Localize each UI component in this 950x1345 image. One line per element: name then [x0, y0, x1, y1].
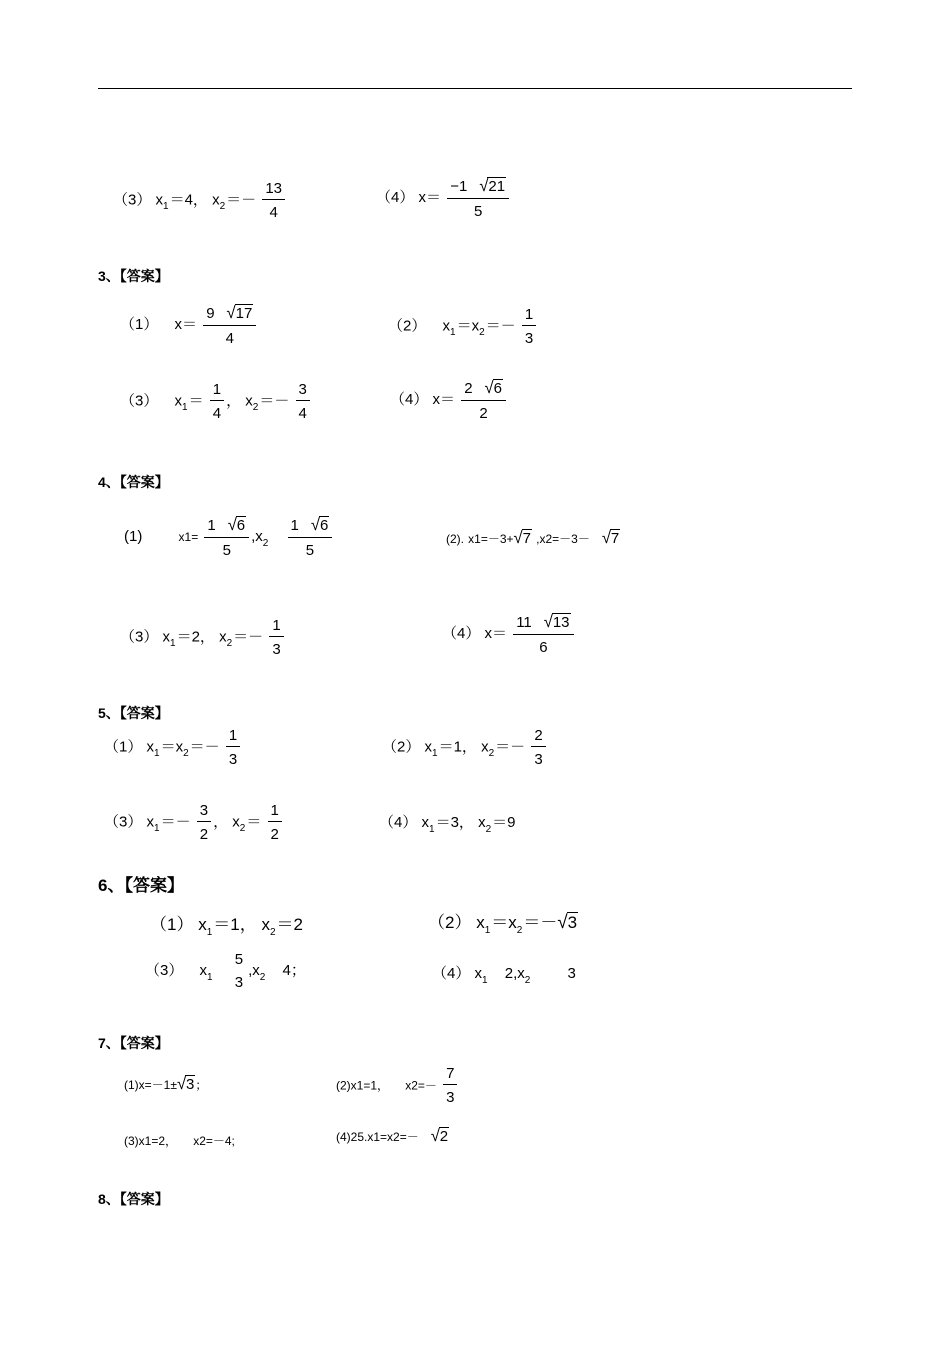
subscript: 2 — [479, 327, 485, 339]
denominator: 6 — [539, 638, 548, 656]
numerator: 7 — [443, 1066, 457, 1085]
value: x1=－3+ — [468, 532, 514, 546]
sec7-item3 — [124, 1133, 235, 1148]
sec3-item1 — [120, 305, 258, 346]
sec6-item4 — [432, 965, 576, 986]
label: （4） — [390, 391, 429, 409]
value: ＝x — [491, 913, 517, 932]
fraction — [268, 803, 282, 842]
numerator: 11 — [516, 614, 532, 631]
sqrt: √6 — [227, 516, 246, 534]
numerator: 1 — [268, 803, 282, 822]
value: ＝2 — [276, 915, 303, 934]
radicand: 2 — [439, 1128, 449, 1145]
denominator: 4 — [212, 405, 222, 422]
label: （3） — [113, 191, 152, 209]
value: 4； — [282, 961, 306, 979]
value: ＝－ — [226, 191, 257, 209]
denominator: 5 — [222, 541, 231, 559]
fraction — [461, 380, 506, 421]
label: （3） — [104, 813, 143, 831]
heading-6: 6、【答案】 — [98, 876, 184, 895]
subscript: 1 — [484, 925, 491, 936]
var: x — [245, 392, 253, 410]
sqrt: √3 — [557, 911, 578, 932]
subscript: 2 — [183, 748, 189, 760]
var: x1= — [178, 530, 199, 545]
sqrt: √6 — [310, 516, 329, 534]
denominator: 5 — [473, 202, 483, 220]
subscript: 2 — [219, 201, 226, 213]
sec4-item3 — [120, 618, 286, 657]
radicand: 7 — [522, 530, 531, 547]
denominator: 3 — [272, 641, 281, 658]
value: ＝－ — [523, 913, 558, 932]
sec6-item3 — [145, 952, 306, 990]
var: x — [232, 813, 240, 831]
var: x — [478, 814, 486, 831]
subscript: 2 — [485, 824, 492, 835]
heading-8: 8、【答案】 — [98, 1191, 169, 1207]
subscript: 1 — [450, 327, 456, 339]
var: x — [261, 915, 270, 934]
radicand: 17 — [235, 305, 253, 322]
radicand: 6 — [493, 380, 502, 397]
sqrt: √7 — [601, 529, 620, 547]
value: ,x — [251, 528, 263, 546]
value: (4)25.x1=x2=－ — [336, 1130, 419, 1144]
value: (3)x1=2， — [124, 1134, 178, 1148]
var: x — [162, 628, 171, 646]
sqrt: √21 — [479, 177, 506, 195]
sec4-item4 — [442, 614, 576, 655]
value: ＝－ — [495, 738, 526, 756]
value: ,x2=－3－ — [536, 532, 590, 546]
var: x — [476, 913, 485, 932]
denominator: 3 — [234, 974, 244, 991]
value: ＝1， — [438, 738, 477, 756]
sec3-item3 — [120, 382, 312, 421]
denominator: 4 — [269, 204, 278, 221]
fraction — [203, 305, 256, 346]
label: （2） — [388, 317, 427, 335]
subscript: 1 — [482, 975, 488, 986]
subscript: 2 — [516, 925, 523, 936]
value: 2,x — [504, 965, 525, 982]
value: ＝ — [188, 392, 204, 410]
radicand: 3 — [186, 1076, 195, 1093]
sqrt: √3 — [176, 1075, 195, 1093]
header-rule — [98, 88, 852, 89]
value: ＝－ — [233, 628, 264, 646]
subscript: 2 — [259, 971, 266, 983]
subscript: 2 — [524, 975, 531, 986]
var: x — [212, 191, 220, 209]
numerator: 3 — [197, 803, 211, 822]
label: （4） — [442, 625, 481, 643]
sec4-item1 — [124, 517, 334, 558]
fraction — [513, 614, 573, 655]
comma: ， — [213, 813, 229, 831]
radicand: 6 — [319, 517, 329, 534]
heading-5: 5、【答案】 — [98, 705, 169, 721]
subscript: 1 — [207, 971, 213, 983]
subscript: 1 — [206, 927, 213, 938]
denominator: 4 — [298, 405, 307, 422]
fraction — [288, 517, 333, 558]
label: （3） — [145, 961, 184, 979]
heading-3: 3、【答案】 — [98, 268, 169, 284]
value: ＝－ — [259, 392, 290, 410]
var: x＝ — [174, 316, 198, 334]
radicand: 13 — [552, 614, 570, 631]
value: ＝2， — [176, 628, 215, 646]
value: ＝－ — [485, 317, 516, 335]
numerator: 1 — [210, 382, 224, 401]
denominator: 3 — [446, 1089, 455, 1106]
sec3-item4 — [390, 380, 508, 421]
sqrt: √17 — [226, 304, 253, 322]
sqrt: √13 — [543, 613, 570, 631]
numerator: 13 — [262, 181, 285, 200]
value: ＝－ — [189, 738, 220, 756]
subscript: 2 — [488, 748, 495, 760]
denominator: 2 — [270, 826, 279, 843]
sqrt: √6 — [484, 379, 502, 397]
value: ＝－ — [160, 813, 191, 831]
label: (1) — [124, 528, 143, 546]
var: x — [481, 738, 489, 756]
fraction — [447, 178, 509, 219]
numerator: 1 — [522, 307, 536, 326]
subscript: 1 — [154, 823, 160, 835]
numerator: 1 — [290, 517, 299, 534]
label: （1） — [104, 738, 143, 756]
value: ＝9 — [492, 814, 516, 831]
heading-7: 7、【答案】 — [98, 1035, 169, 1051]
subscript: 1 — [432, 748, 438, 760]
denominator: 5 — [305, 541, 315, 559]
sec7-item4 — [336, 1128, 449, 1145]
var: x — [146, 813, 155, 831]
denominator: 4 — [225, 329, 234, 347]
radicand: 21 — [488, 178, 506, 195]
numerator: 1 — [207, 517, 216, 534]
value: (2)x1=1， — [336, 1078, 390, 1093]
fraction — [197, 803, 211, 842]
value: ＝1， — [213, 915, 257, 934]
numerator: −1 — [450, 178, 468, 195]
sec5-item2 — [382, 728, 548, 767]
radicand: 6 — [236, 517, 246, 534]
subscript: 1 — [154, 748, 160, 760]
comma: ， — [226, 392, 242, 410]
value: ＝4， — [169, 191, 208, 209]
denominator: 2 — [199, 826, 209, 843]
sec5-item4 — [379, 814, 516, 835]
label: （2） — [382, 738, 421, 756]
subscript: 1 — [170, 638, 176, 650]
denominator: 3 — [534, 751, 543, 768]
subscript: 1 — [163, 201, 169, 213]
label: （1） — [120, 316, 159, 334]
value: x2=－4; — [193, 1134, 235, 1148]
sec2-item3 — [113, 181, 287, 220]
radicand: 7 — [610, 530, 620, 547]
subscript: 2 — [269, 927, 276, 938]
heading-4: 4、【答案】 — [98, 474, 169, 490]
var: x — [174, 392, 183, 410]
denominator: 3 — [228, 751, 238, 768]
subscript: 2 — [252, 402, 259, 414]
var: x — [198, 915, 207, 934]
value: 3 — [567, 965, 576, 982]
var: x — [474, 965, 483, 982]
subscript: 1 — [429, 824, 435, 835]
fraction — [296, 382, 310, 421]
numerator: 2 — [464, 380, 473, 397]
denominator: 3 — [524, 330, 534, 347]
radicand: 3 — [567, 913, 578, 932]
var: x — [424, 738, 433, 756]
sec5-item3 — [104, 803, 284, 842]
value: ； — [195, 1078, 208, 1092]
sec6-item2 — [428, 911, 578, 936]
fraction — [443, 1066, 457, 1105]
label: （2） — [428, 913, 472, 932]
label: （3） — [120, 392, 159, 410]
var: x — [199, 961, 208, 979]
var: x — [219, 628, 227, 646]
sec3-item2 — [388, 307, 538, 346]
fraction — [226, 728, 240, 767]
var: x＝ — [418, 189, 442, 207]
sec4-item2 — [446, 530, 620, 547]
fraction — [522, 307, 536, 346]
value: (1)x=－1± — [124, 1078, 177, 1092]
var: x＝ — [432, 391, 456, 409]
sec2-item4 — [376, 178, 511, 219]
fraction — [204, 517, 249, 558]
denominator: 2 — [479, 404, 488, 422]
sqrt: √2 — [430, 1127, 449, 1145]
numerator: 2 — [531, 728, 545, 747]
sqrt: √7 — [513, 529, 531, 547]
fraction — [210, 382, 224, 421]
label: (2). — [446, 532, 464, 546]
value: ＝ — [246, 813, 262, 831]
var: x＝ — [484, 625, 508, 643]
fraction — [531, 728, 545, 767]
fraction — [269, 618, 283, 657]
label: （1） — [150, 915, 194, 934]
fraction — [232, 952, 246, 990]
var: x — [146, 738, 155, 756]
value: ,x — [248, 961, 260, 979]
var: x — [421, 814, 430, 831]
subscript: 1 — [182, 402, 188, 414]
sec5-item1 — [104, 728, 242, 767]
subscript: 2 — [239, 823, 246, 835]
numerator: 3 — [296, 382, 310, 401]
label: （4） — [376, 189, 415, 207]
subscript: 2 — [262, 538, 269, 550]
sec6-item1 — [150, 915, 303, 938]
value: x2=－ — [405, 1078, 437, 1093]
label: （4） — [432, 965, 471, 982]
subscript: 2 — [226, 638, 233, 650]
numerator: 1 — [226, 728, 240, 747]
var: x — [442, 317, 451, 335]
value: ＝x — [160, 738, 184, 756]
sec7-item2 — [336, 1066, 459, 1105]
label: （3） — [120, 628, 159, 646]
label: （4） — [379, 814, 418, 831]
var: x — [155, 191, 164, 209]
numerator: 9 — [206, 305, 215, 322]
value: ＝x — [456, 317, 480, 335]
sec7-item1 — [124, 1076, 207, 1093]
value: ＝3， — [435, 814, 474, 831]
fraction — [262, 181, 285, 220]
numerator: 1 — [269, 618, 283, 637]
numerator: 5 — [234, 951, 244, 968]
